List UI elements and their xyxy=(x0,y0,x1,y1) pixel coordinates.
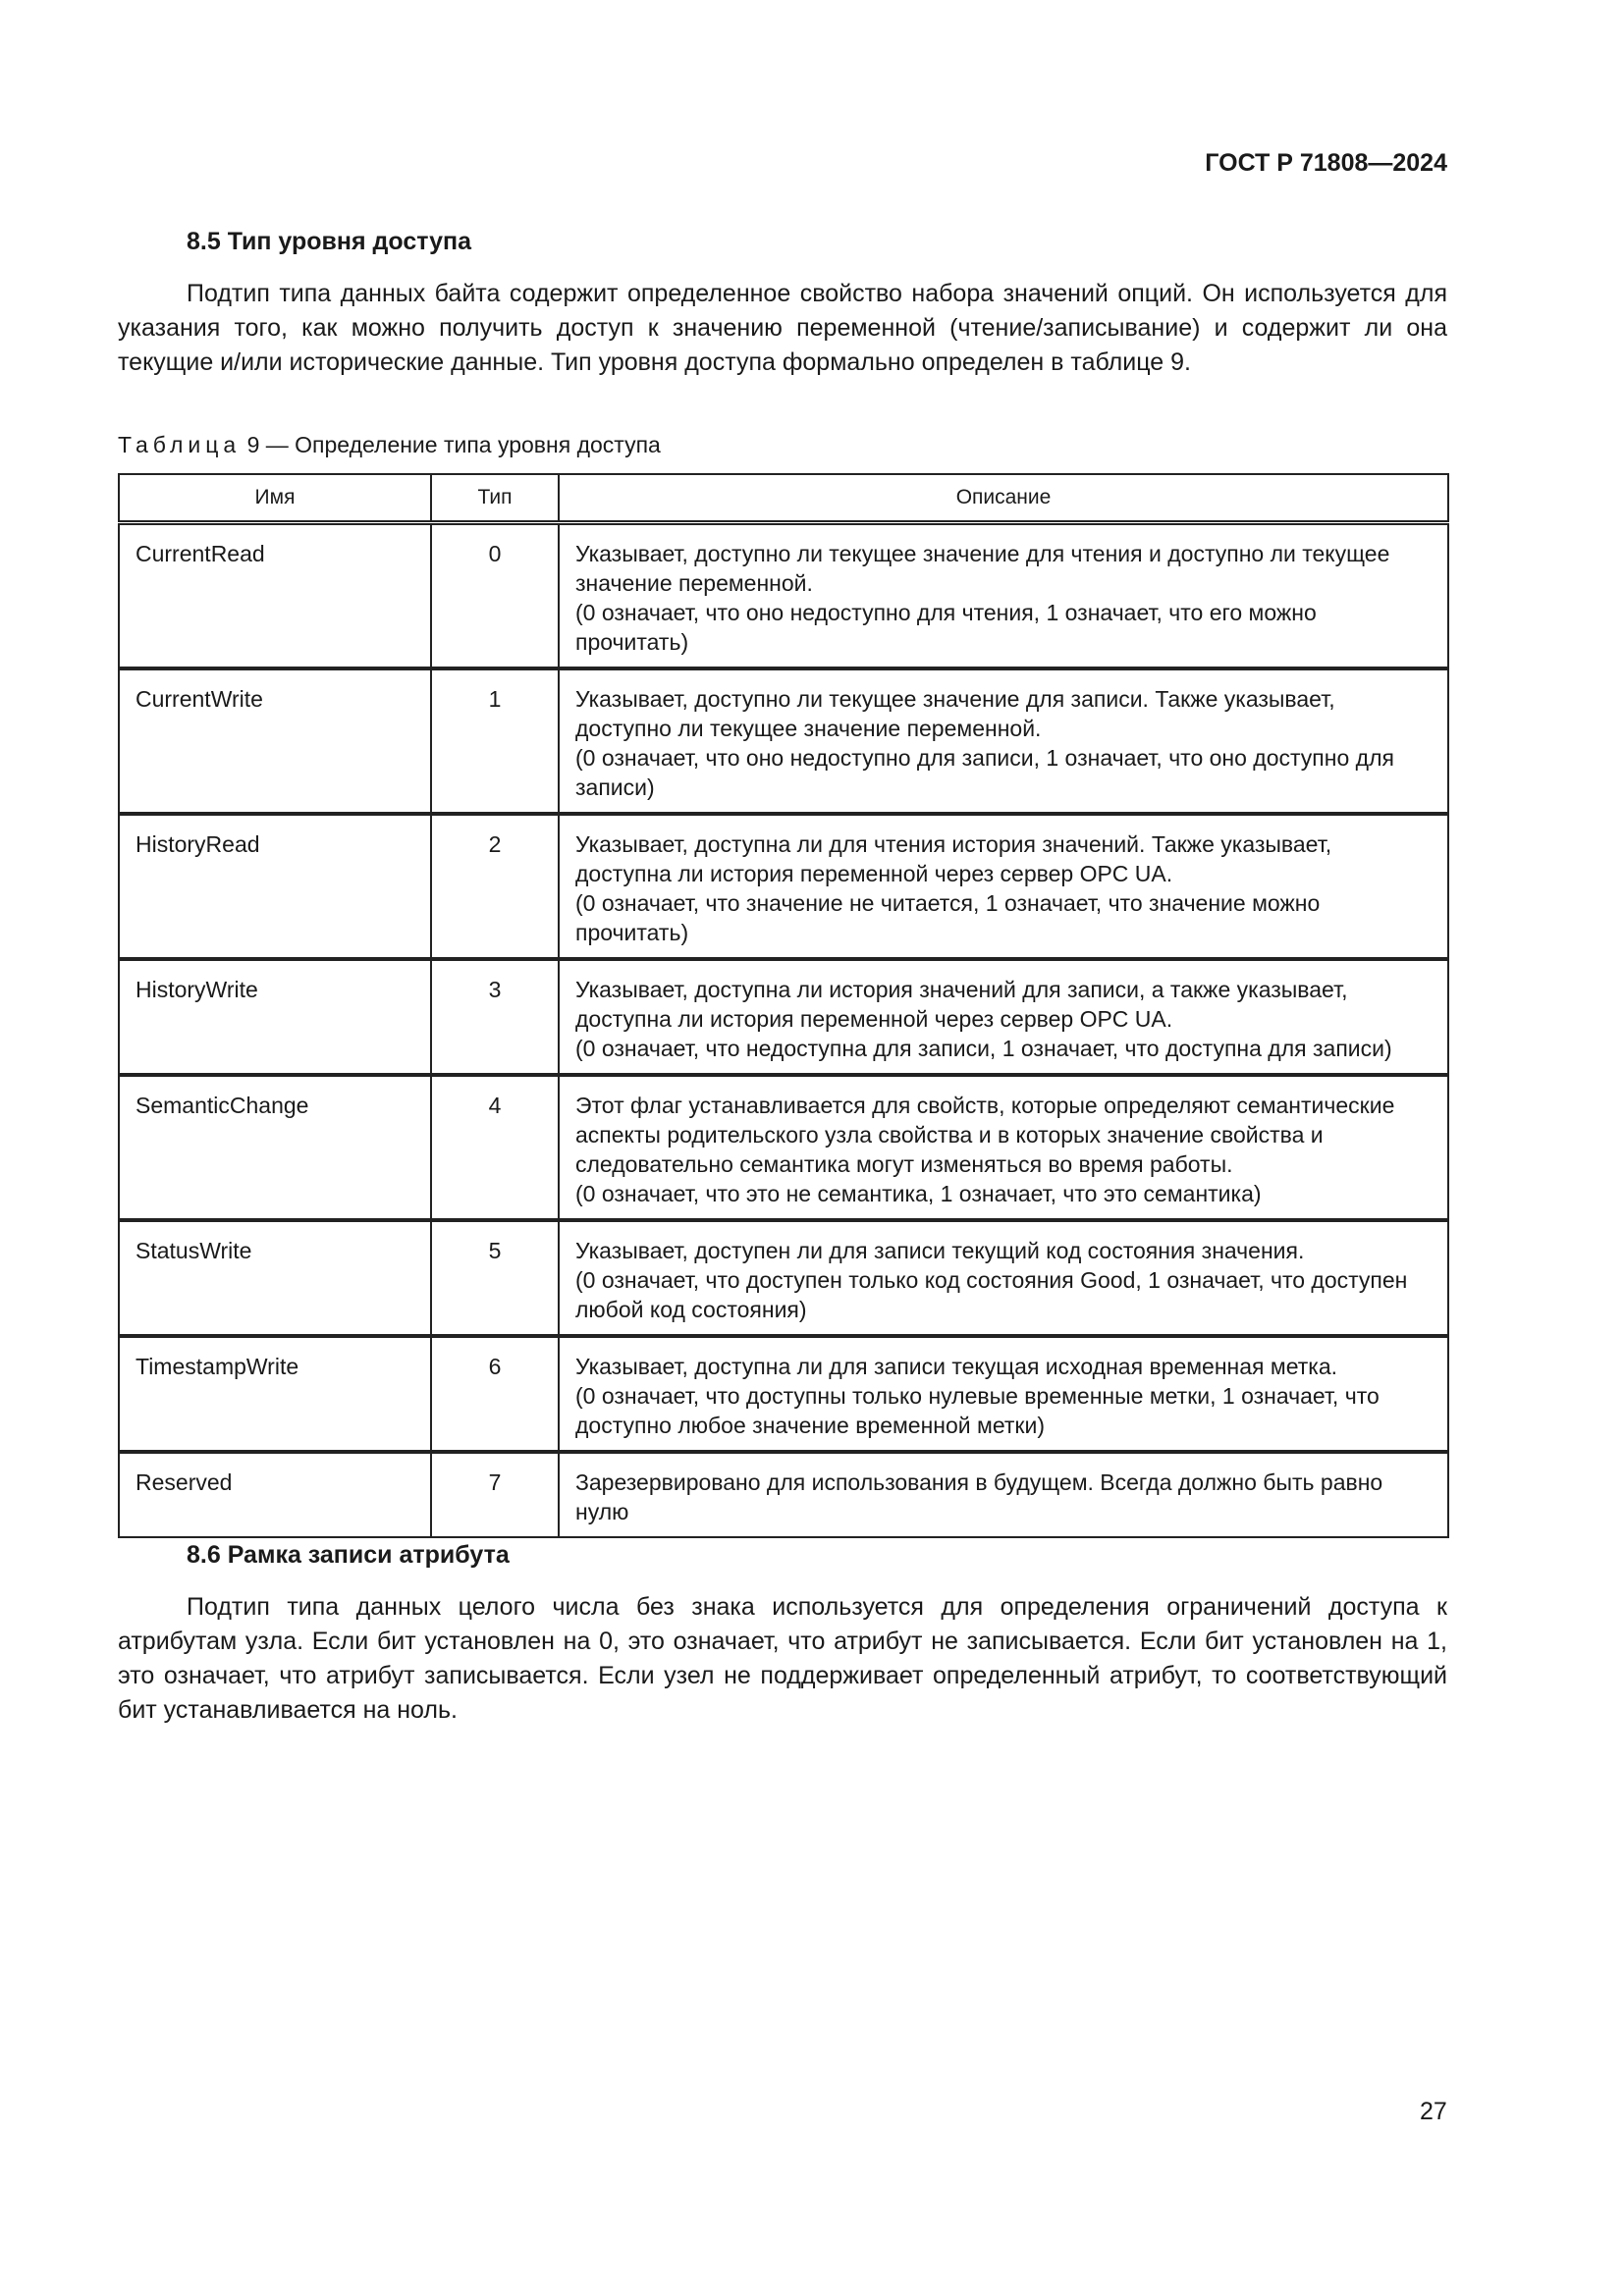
cell-type: 0 xyxy=(431,523,559,669)
table-caption-label: Таблица xyxy=(118,432,242,457)
cell-name: Reserved xyxy=(119,1452,431,1537)
cell-type: 3 xyxy=(431,959,559,1075)
cell-description: Указывает, доступен ли для записи текущий код состояния значения. (0 означает, что доступен только код состояния Good, 1 означает, что доступен любой код состояния) xyxy=(559,1220,1448,1336)
cell-type: 6 xyxy=(431,1336,559,1452)
table-row xyxy=(119,1336,1448,1452)
cell-description: Указывает, доступна ли для записи текущая исходная временная метка. (0 означает, что доступны только нулевые временные метки, 1 означает, что доступно любое значение временной метки) xyxy=(559,1336,1448,1452)
cell-name: CurrentRead xyxy=(119,523,431,669)
table-row xyxy=(119,1220,1448,1336)
cell-name: StatusWrite xyxy=(119,1220,431,1336)
header-type: Тип xyxy=(431,474,559,523)
table-row xyxy=(119,959,1448,1075)
cell-description: Этот флаг устанавливается для свойств, которые определяют семантические аспекты родительского узла свойства и в которых значение свойства и следовательно семантика могут изменяться во время работы. (0 означает, что это не семантика, 1 означает, что это семантика) xyxy=(559,1075,1448,1220)
section-8-5-title: 8.5 Тип уровня доступа xyxy=(187,228,472,255)
cell-type: 5 xyxy=(431,1220,559,1336)
cell-name: HistoryRead xyxy=(119,814,431,959)
cell-type: 4 xyxy=(431,1075,559,1220)
cell-description: Указывает, доступно ли текущее значение для чтения и доступно ли текущее значение переменной. (0 означает, что оно недоступно для чтения, 1 означает, что его можно прочитать) xyxy=(559,523,1448,669)
table-row xyxy=(119,1452,1448,1537)
section-8-6-title: 8.6 Рамка записи атрибута xyxy=(187,1541,510,1569)
document-id-header: ГОСТ Р 71808—2024 xyxy=(1205,149,1447,177)
cell-name: CurrentWrite xyxy=(119,668,431,814)
table-row xyxy=(119,1075,1448,1220)
table-row xyxy=(119,523,1448,669)
cell-description: Зарезервировано для использования в будущем. Всегда должно быть равно нулю xyxy=(559,1452,1448,1537)
header-name: Имя xyxy=(119,474,431,523)
access-level-table xyxy=(118,473,1449,1538)
cell-description: Указывает, доступно ли текущее значение для записи. Также указывает, доступно ли текущее значение переменной. (0 означает, что оно недоступно для записи, 1 означает, что оно доступно для записи) xyxy=(559,668,1448,814)
table-header-row xyxy=(119,474,1448,523)
cell-name: TimestampWrite xyxy=(119,1336,431,1452)
cell-type: 2 xyxy=(431,814,559,959)
cell-type: 1 xyxy=(431,668,559,814)
section-8-5-paragraph: Подтип типа данных байта содержит определенное свойство набора значений опций. Он используется для указания того, как можно получить доступ к значению переменной (чтение/записывание) и содержит ли она текущие и/или исторические данные. Тип уровня доступа формально определен в таблице 9. xyxy=(118,280,1447,376)
table-body xyxy=(119,523,1448,1538)
table-caption-text: 9 — Определение типа уровня доступа xyxy=(246,432,661,457)
cell-name: HistoryWrite xyxy=(119,959,431,1075)
cell-description: Указывает, доступна ли история значений для записи, а также указывает, доступна ли история переменной через сервер OPC UA. (0 означает, что недоступна для записи, 1 означает, что доступна для записи) xyxy=(559,959,1448,1075)
cell-name: SemanticChange xyxy=(119,1075,431,1220)
section-8-6-paragraph: Подтип типа данных целого числа без знака используется для определения ограничений доступа к атрибутам узла. Если бит установлен на 0, это означает, что атрибут не записывается. Если бит установлен на 1, это означает, что атрибут записывается. Если узел не поддерживает определенный атрибут, то соответствующий бит устанавливается на ноль. xyxy=(118,1593,1447,1724)
page-number: 27 xyxy=(1420,2098,1447,2125)
header-description: Описание xyxy=(559,474,1448,523)
table-caption xyxy=(118,432,661,458)
table-row xyxy=(119,668,1448,814)
cell-description: Указывает, доступна ли для чтения история значений. Также указывает, доступна ли история переменной через сервер OPC UA. (0 означает, что значение не читается, 1 означает, что значение можно прочитать) xyxy=(559,814,1448,959)
table-row xyxy=(119,814,1448,959)
cell-type: 7 xyxy=(431,1452,559,1537)
